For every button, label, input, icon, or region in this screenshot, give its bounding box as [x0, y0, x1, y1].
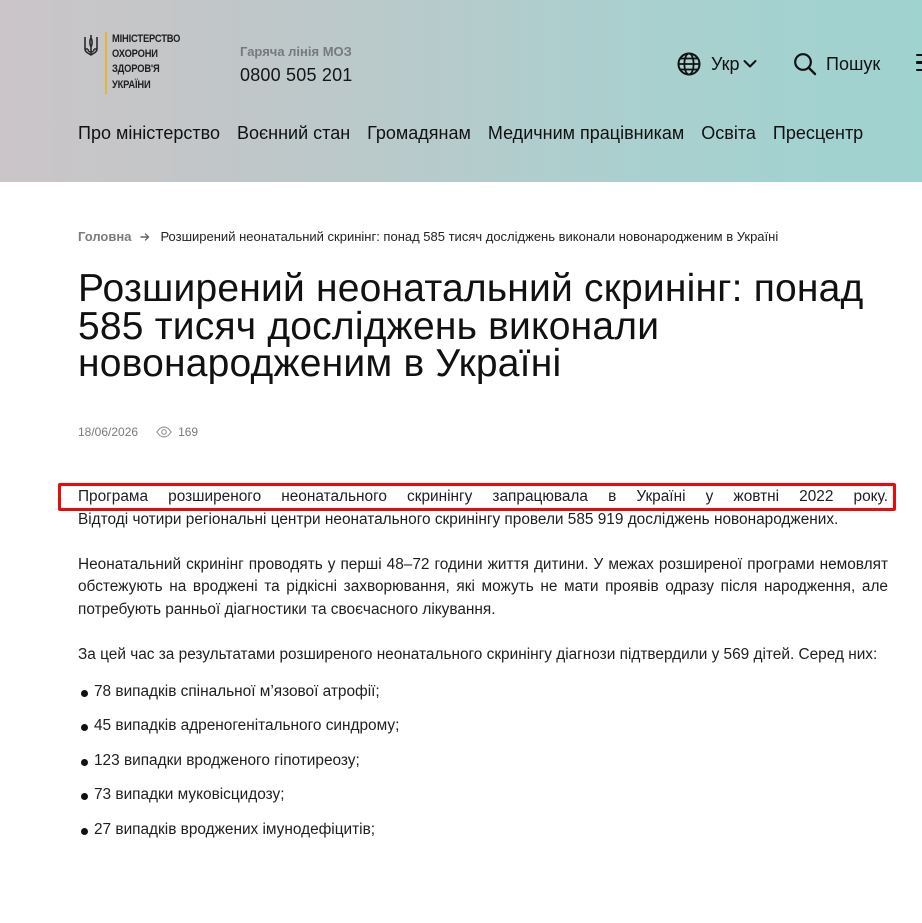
logo-divider [105, 32, 107, 94]
logo-line: ЗДОРОВ'Я [112, 63, 160, 76]
breadcrumb-home[interactable]: Головна [78, 229, 132, 244]
search-icon [793, 52, 817, 76]
hamburger-menu-icon[interactable] [916, 54, 922, 74]
page-title: Розширений неонатальний скринінг: понад 585 тисяч досліджень виконали новонародженим в Україні [78, 267, 864, 385]
article-paragraph [78, 486, 888, 532]
diagnoses-list [78, 681, 888, 854]
nav-item-education[interactable]: Освіта [701, 123, 756, 143]
article-paragraph: За цей час за результатами розширеного неонатального скринінгу діагнози підтвердили у 569 дітей. Серед них: [78, 645, 878, 663]
logo-line: УКРАЇНИ [112, 78, 151, 91]
search-label: Пошук [826, 53, 881, 74]
list-item: 45 випадків адреногенітального синдрому; [78, 715, 888, 750]
logo-text [112, 32, 180, 93]
language-label: Укр [711, 53, 740, 74]
hotline-number[interactable]: 0800 505 201 [240, 65, 353, 85]
article-date: 18/06/2026 [78, 425, 139, 439]
nav-item-about-ministry[interactable]: Про міністерство [78, 123, 220, 143]
view-count: 169 [178, 425, 199, 439]
article-body [78, 486, 888, 853]
trident-icon [82, 34, 100, 58]
nav-item-martial-law[interactable]: Воєнний стан [236, 123, 351, 143]
site-header [0, 0, 922, 182]
breadcrumb [78, 229, 778, 244]
list-item: 73 випадки муковісцидозу; [78, 784, 888, 819]
logo-line: МІНІСТЕРСТВО [112, 33, 181, 45]
language-switcher[interactable] [677, 52, 757, 76]
globe-icon [677, 52, 701, 76]
arrow-right-icon [140, 232, 150, 242]
chevron-down-icon [743, 59, 757, 69]
nav-item-medical-workers[interactable]: Медичним працівникам [487, 123, 685, 143]
logo-line: ОХОРОНИ [112, 48, 158, 61]
list-item: 123 випадки вродженого гіпотиреозу; [78, 750, 888, 785]
article-paragraph: Неонатальний скринінг проводять у перші 48–72 години життя дитини. У межах розширеної програми немовлят обстежують на вроджені та рідкісні захворювання, які можуть не мати проявів одразу після народження, але потребують ранньої діагностики та своєчасного лікування. [78, 555, 888, 619]
hotline [240, 44, 353, 86]
search-button[interactable] [793, 52, 880, 76]
list-item: 78 випадків спінальної м’язової атрофії; [78, 681, 888, 716]
list-item: 27 випадків вроджених імунодефіцитів; [78, 819, 888, 854]
nav-item-press-center[interactable]: Пресцентр [772, 123, 864, 143]
breadcrumb-current: Розширений неонатальний скринінг: понад 585 тисяч досліджень виконали новонародженим в Україні [160, 229, 779, 244]
article-lead-sentence: Програма розширеного неонатального скринінгу запрацювала в Україні у жовтні 2022 року. [78, 488, 888, 505]
eye-icon [156, 426, 172, 438]
hotline-label: Гаряча лінія МОЗ [240, 44, 352, 59]
main-nav [78, 123, 880, 144]
article-lead-continuation: Відтоді чотири регіональні центри неонатального скринінгу провели 585 919 досліджень новонароджених. [78, 510, 839, 528]
article-meta [78, 425, 198, 439]
ministry-logo[interactable] [82, 32, 195, 98]
nav-item-citizens[interactable]: Громадянам [367, 123, 471, 143]
